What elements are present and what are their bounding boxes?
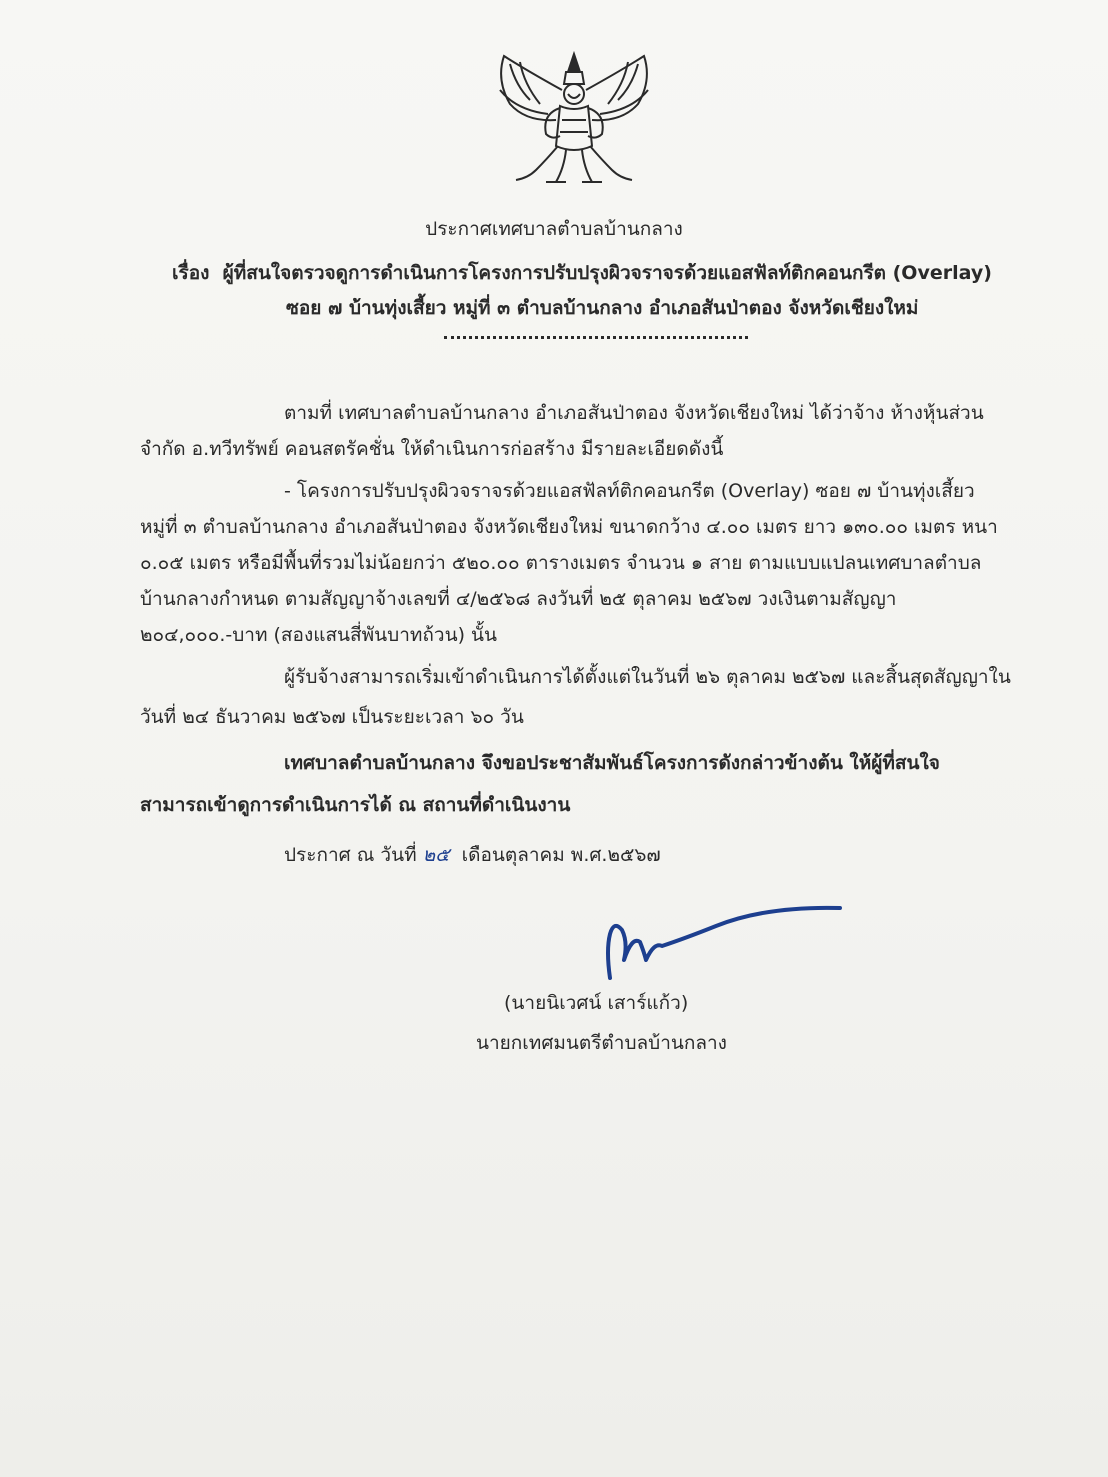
paragraph-4-line-2: สามารถเข้าดูการดำเนินการได้ ณ สถานที่ดำเนินงาน	[140, 794, 571, 816]
date-prefix: ประกาศ ณ วันที่	[284, 844, 417, 866]
subject-text-2: ซอย ๗ บ้านทุ่งเสี้ยว หมู่ที่ ๓ ตำบลบ้านกลาง อำเภอสันป่าตอง จังหวัดเชียงใหม่	[286, 297, 919, 319]
announcement-date	[284, 842, 661, 868]
signatory-position: นายกเทศมนตรีตำบลบ้านกลาง	[476, 1032, 727, 1054]
subject-label: เรื่อง	[172, 262, 210, 284]
paragraph-3-line-2: วันที่ ๒๔ ธันวาคม ๒๕๖๗ เป็นระยะเวลา ๖๐ วัน	[140, 706, 524, 728]
date-day-handwritten: ๒๕	[422, 844, 450, 866]
handwritten-signature	[596, 890, 846, 980]
paragraph-2-line-4: บ้านกลางกำหนด ตามสัญญาจ้างเลขที่ ๔/๒๕๖๘ ลงวันที่ ๒๕ ตุลาคม ๒๕๖๗ วงเงินตามสัญญา	[140, 588, 897, 610]
signatory-name: (นายนิเวศน์ เสาร์แก้ว)	[504, 992, 689, 1014]
paragraph-4-line-1: เทศบาลตำบลบ้านกลาง จึงขอประชาสัมพันธ์โครงการดังกล่าวข้างต้น ให้ผู้ที่สนใจ	[284, 752, 940, 774]
paragraph-3-line-1: ผู้รับจ้างสามารถเริ่มเข้าดำเนินการได้ตั้งแต่ในวันที่ ๒๖ ตุลาคม ๒๕๖๗ และสิ้นสุดสัญญาใน	[284, 666, 1011, 688]
announcement-title: ประกาศเทศบาลตำบลบ้านกลาง	[425, 218, 683, 240]
garuda-emblem-icon	[486, 50, 662, 190]
paragraph-2-line-5: ๒๐๔,๐๐๐.-บาท (สองแสนสี่พันบาทถ้วน) นั้น	[140, 624, 498, 646]
paragraph-1-line-1: ตามที่ เทศบาลตำบลบ้านกลาง อำเภอสันป่าตอง จังหวัดเชียงใหม่ ได้ว่าจ้าง ห้างหุ้นส่วน	[284, 402, 984, 424]
paragraph-2-line-3: ๐.๐๕ เมตร หรือมีพื้นที่รวมไม่น้อยกว่า ๕๒๐.๐๐ ตารางเมตร จำนวน ๑ สาย ตามแบบแปลนเทศบาลตำบล	[140, 552, 982, 574]
paragraph-2-line-1: - โครงการปรับปรุงผิวจราจรด้วยแอสฟัลท์ติกคอนกรีต (Overlay) ซอย ๗ บ้านทุ่งเสี้ยว	[284, 480, 975, 502]
paragraph-2-line-2: หมู่ที่ ๓ ตำบลบ้านกลาง อำเภอสันป่าตอง จังหวัดเชียงใหม่ ขนาดกว้าง ๔.๐๐ เมตร ยาว ๑๓๐.๐๐ เมตร หนา	[140, 516, 998, 538]
dotted-separator	[444, 336, 748, 339]
date-suffix: เดือนตุลาคม พ.ศ.๒๕๖๗	[461, 844, 661, 866]
subject-line-1	[172, 260, 992, 286]
subject-text-1: ผู้ที่สนใจตรวจดูการดำเนินการโครงการปรับปรุงผิวจราจรด้วยแอสฟัลท์ติกคอนกรีต (Overlay)	[222, 262, 992, 284]
paragraph-1-line-2: จำกัด อ.ทวีทรัพย์ คอนสตรัคชั่น ให้ดำเนินการก่อสร้าง มีรายละเอียดดังนี้	[140, 438, 724, 460]
